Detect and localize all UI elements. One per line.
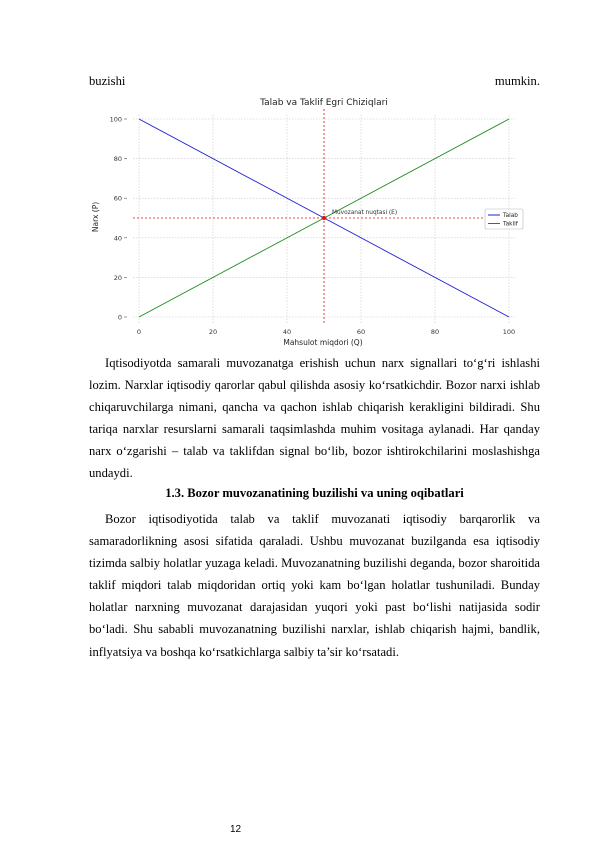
x-tick-label: 40 [282,328,292,336]
top-line-left-word: buzishi [89,74,126,88]
top-line-right-word: mumkin. [494,74,540,88]
page-number: 12 [230,824,242,835]
y-tick-label: 80 [113,155,122,164]
y-axis-label: Narx (P) [91,201,100,233]
legend-label-talab: Talab [503,213,518,219]
equilibrium-point [322,216,326,220]
chart-legend [485,209,523,229]
x-tick-label: 100 [502,328,516,336]
x-axis-label: Mahsulot miqdori (Q) [283,338,363,347]
supply-demand-chart [89,93,540,348]
chart-title: Talab va Taklif Egri Chiziqlari [260,98,388,108]
x-tick-label: 80 [430,328,440,336]
y-tick-label: 100 [109,115,122,124]
paragraph-price-signals: Iqtisodiyotda samarali muvozanatga erishish uchun narx signallari to‘g‘ri ishlashi lozim. Narxlar iqtisodiy qarorlar qabul qilishda asosiy ko‘rsatkichdir. Bozor narxi ishlab chiqaruvchilarga nimani, qancha va qachon ishlab chiqarish kerakligini bildiradi. Shu tariqa narxlar resurslarni samarali taqsimlashda muhim vositaga aylanadi. Har qanday narx o‘zgarishi – talab va taklifdan signal bo‘lib, bozor ishtirokchilarini moslashishga undaydi. [89,356,540,481]
section-heading: 1.3. Bozor muvozanatining buzilishi va uning oqibatlari [165,486,464,500]
y-tick-label: 0 [117,313,122,322]
x-tick-label: 60 [356,328,366,336]
x-tick-label: 0 [136,328,142,336]
y-tick-label: 40 [113,234,122,243]
paragraph-equilibrium-disruption: Bozor iqtisodiyotida talab va taklif muvozanati iqtisodiy barqarorlik va samaradorlikning asosi sifatida qaraladi. Ushbu muvozanat buzilganda esa iqtisodiy tizimda salbiy holatlar yuzaga keladi. Muvozanatning buzilishi deganda, bozor sharoitida taklif miqdori talab miqdoridan ortiq yoki kam bo‘lgan holatlar tushuniladi. Bunday holatlar narxning muvozanat darajasidan yuqori yoki past bo‘lishi natijasida sodir bo‘ladi. Shu sababli muvozanatning buzilishi narxlar, ishlab chiqarish hajmi, bandlik, inflyatsiya va boshqa ko‘rsatkichlarga salbiy ta’sir ko‘rsatadi. [89,512,540,659]
equilibrium-label: Muvozanat nuqtasi (E) [332,210,398,216]
top-text-line [89,74,540,89]
chart-equilibrium [133,107,515,323]
legend-label-taklif: Taklif [503,221,518,228]
y-tick-label: 20 [113,273,122,282]
x-tick-label: 20 [208,328,218,336]
y-tick-label: 60 [113,194,122,203]
